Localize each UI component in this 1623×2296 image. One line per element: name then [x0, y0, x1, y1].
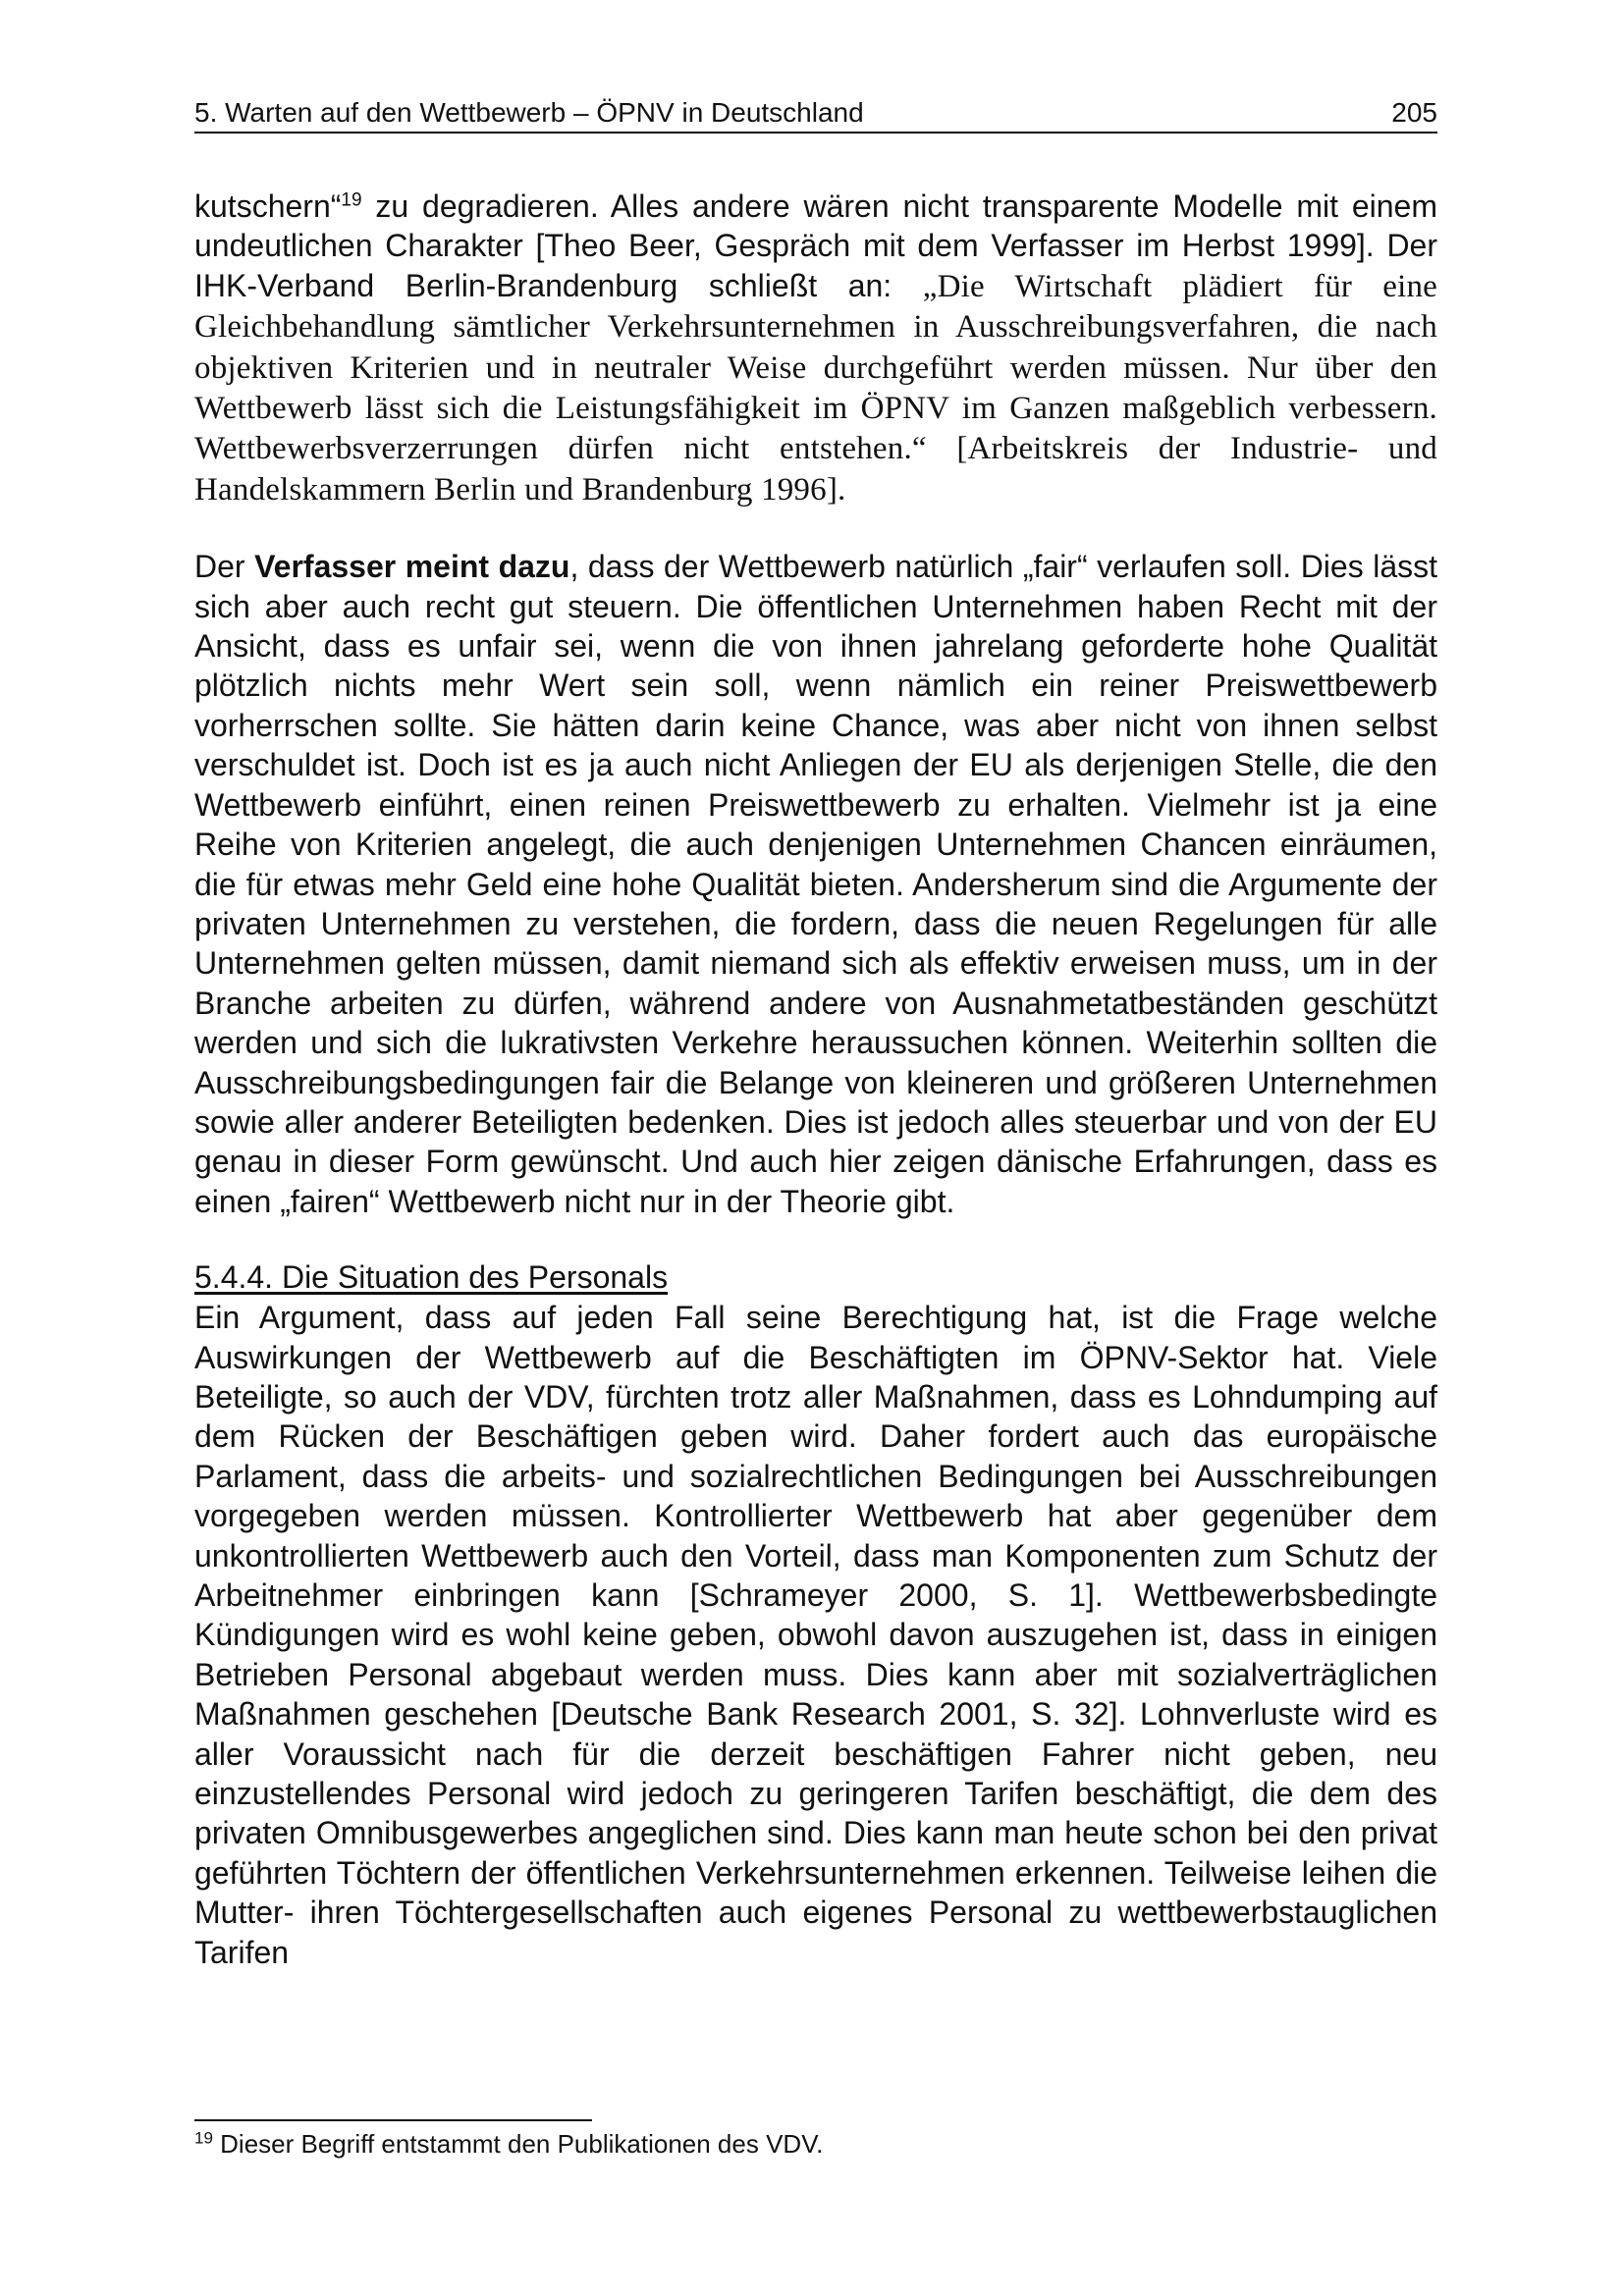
- bold-emphasis: Verfasser meint dazu: [254, 549, 570, 585]
- paragraph-lead: Der: [194, 549, 255, 585]
- paragraph-text: zu degradieren. Alles andere wären nicht transparente Modelle mit einem undeutlichen Charakter [Theo Beer, Gespräch mit dem Verfasser im Herbst 1999]. Der IHK-Verband Berlin-Brandenburg schließt an:: [194, 188, 1437, 303]
- running-header: [194, 96, 1437, 133]
- paragraph-ihk-quote: [194, 187, 1437, 509]
- footnote: [194, 2128, 1437, 2160]
- footnote-divider: [194, 2119, 592, 2121]
- page-body: [194, 187, 1437, 1972]
- paragraph-personnel: Ein Argument, dass auf jeden Fall seine Berechtigung hat, ist die Frage welche Auswirkungen der Wettbewerb auf die Beschäftigten im ÖPNV-Sektor hat. Viele Beteiligte, so auch der VDV, fürchten trotz aller Maßnahmen, dass es Lohndumping auf dem Rücken der Beschäftigen geben wird. Daher fordert auch das europäische Parlament, dass die arbeits- und sozialrechtlichen Bedingungen bei Ausschreibungen vorgegeben werden müssen. Kontrollierter Wettbewerb hat aber gegenüber dem unkontrollierten Wettbewerb auch den Vorteil, dass man Komponenten zum Schutz der Arbeitnehmer einbringen kann [Schrameyer 2000, S. 1]. Wettbewerbsbedingte Kündigungen wird es wohl keine geben, obwohl davon auszugehen ist, dass in einigen Betrieben Personal abgebaut werden muss. Dies kann aber mit sozialverträglichen Maßnahmen geschehen [Deutsche Bank Research 2001, S. 32]. Lohnverluste wird es aller Voraussicht nach für die derzeit beschäftigen Fahrer nicht geben, neu einzustellendes Personal wird jedoch zu geringeren Tarifen beschäftigt, die dem des privaten Omnibusgewerbes angeglichen sind. Dies kann man heute schon bei den privat geführten Töchtern der öffentlichen Verkehrsunternehmen erkennen. Teilweise leihen die Mutter- ihren Töchtergesellschaften auch eigenes Personal zu wettbewerbstauglichen Tarifen: [194, 1300, 1437, 1970]
- ihk-quotation: „Die Wirtschaft plädiert für eine Gleichbehandlung sämtlicher Verkehrsunternehmen in Ausschreibungsverfahren, die nach objektiven Kriterien und in neutraler Weise durchgeführt werden müssen. Nur über den Wettbewerb lässt sich die Leistungsfähigkeit im ÖPNV im Ganzen maßgeblich verbessern. Wettbewerbsverzerrungen dürfen nicht entstehen.“ [Arbeitskreis der Industrie- und Handelskammern Berlin und Brandenburg 1996].: [194, 268, 1437, 507]
- page-number: 205: [1391, 97, 1437, 128]
- paragraph-author-opinion: [194, 547, 1437, 1221]
- footnote-reference: 19: [341, 189, 362, 211]
- section-heading: 5.4.4. Die Situation des Personals: [194, 1259, 669, 1296]
- paragraph-text: , dass der Wettbewerb natürlich „fair“ verlaufen soll. Dies lässt sich aber auch recht gut steuern. Die öffentlichen Unternehmen haben Recht mit der Ansicht, dass es unfair sei, wenn die von ihnen jahrelang geforderte hohe Qualität plötzlich nichts mehr Wert sein soll, wenn nämlich ein reiner Preiswettbewerb vorherrschen sollte. Sie hätten darin keine Chance, was aber nicht von ihnen selbst verschuldet ist. Doch ist es ja auch nicht Anliegen der EU als derjenigen Stelle, die den Wettbewerb einführt, einen reinen Preiswettbewerb zu erhalten. Vielmehr ist ja eine Reihe von Kriterien angelegt, die auch denjenigen Unternehmen Chancen einräumen, die für etwas mehr Geld eine hohe Qualität bieten. Andersherum sind die Argumente der privaten Unternehmen zu verstehen, die fordern, dass die neuen Regelungen für alle Unternehmen gelten müssen, damit niemand sich als effektiv erweisen muss, um in der Branche arbeiten zu dürfen, während andere von Ausnahmetatbeständen geschützt werden und sich die lukrativsten Verkehre heraussuchen können. Weiterhin sollten die Ausschreibungsbedingungen fair die Belange von kleineren und größeren Unternehmen sowie aller anderer Beteiligten bedenken. Dies ist jedoch alles steuerbar und von der EU genau in dieser Form gewünscht. Und auch hier zeigen dänische Erfahrungen, dass es einen „fairen“ Wettbewerb nicht nur in der Theorie gibt.: [194, 549, 1438, 1219]
- chapter-title: 5. Warten auf den Wettbewerb – ÖPNV in Deutschland: [194, 97, 864, 128]
- footnote-number: 19: [194, 2128, 213, 2148]
- paragraph-start: kutschern“: [194, 188, 342, 224]
- footnote-text: Dieser Begriff entstammt den Publikationen des VDV.: [212, 2129, 824, 2159]
